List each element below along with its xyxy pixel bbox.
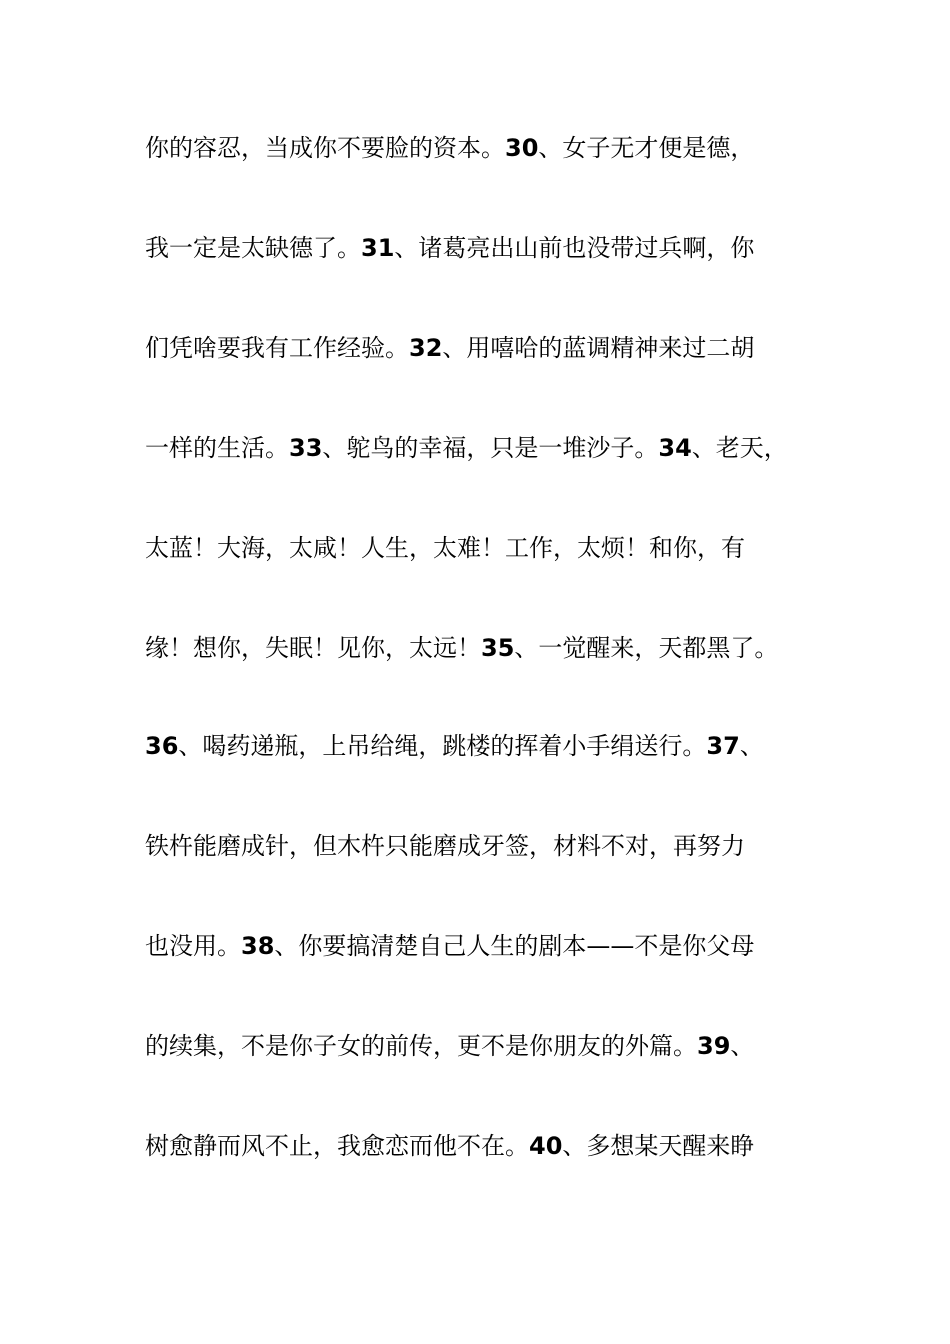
item-number: 36 bbox=[145, 732, 179, 760]
text-line bbox=[145, 930, 835, 962]
text-line bbox=[145, 132, 835, 164]
text-run: 、你要搞清楚自己人生的剧本——不是你父母 bbox=[274, 932, 755, 960]
text-run: 、女子无才便是德， bbox=[538, 134, 755, 162]
text-run: 们凭啥要我有工作经验。 bbox=[145, 334, 409, 362]
item-number: 35 bbox=[481, 634, 515, 662]
item-number: 37 bbox=[706, 732, 740, 760]
item-number: 38 bbox=[241, 932, 275, 960]
text-run: 、多想某天醒来睁 bbox=[562, 1132, 755, 1160]
text-run: 、一觉醒来，天都黑了。 bbox=[514, 634, 779, 662]
text-line bbox=[145, 532, 835, 564]
text-run: 、鸵鸟的幸福，只是一堆沙子。 bbox=[322, 434, 659, 462]
text-run: 、用嘻哈的蓝调精神来过二胡 bbox=[442, 334, 755, 362]
text-run: 、老天， bbox=[691, 434, 788, 462]
text-line bbox=[145, 1030, 835, 1062]
text-line bbox=[145, 432, 835, 464]
item-number: 31 bbox=[361, 234, 395, 262]
text-run: 树愈静而风不止，我愈恋而他不在。 bbox=[145, 1132, 529, 1160]
text-run: 一样的生活。 bbox=[145, 434, 289, 462]
item-number: 40 bbox=[529, 1132, 563, 1160]
text-run: 、诸葛亮出山前也没带过兵啊，你 bbox=[394, 234, 755, 262]
text-run: 、喝药递瓶，上吊给绳，跳楼的挥着小手绢送行。 bbox=[178, 732, 707, 760]
text-line bbox=[145, 1130, 835, 1162]
text-line bbox=[145, 232, 835, 264]
text-run: 、 bbox=[730, 1032, 755, 1060]
item-number: 30 bbox=[505, 134, 539, 162]
item-number: 39 bbox=[697, 1032, 731, 1060]
text-line bbox=[145, 332, 835, 364]
text-line bbox=[145, 730, 835, 762]
item-number: 34 bbox=[658, 434, 692, 462]
item-number: 33 bbox=[289, 434, 323, 462]
text-line bbox=[145, 632, 835, 664]
text-run: 太蓝！大海，太咸！人生，太难！工作，太烦！和你，有 bbox=[145, 534, 745, 562]
text-run: 也没用。 bbox=[145, 932, 241, 960]
text-run: 的续集，不是你子女的前传，更不是你朋友的外篇。 bbox=[145, 1032, 697, 1060]
text-run: 我一定是太缺德了。 bbox=[145, 234, 361, 262]
text-run: 缘！想你，失眠！见你，太远！ bbox=[145, 634, 481, 662]
item-number: 32 bbox=[409, 334, 443, 362]
text-line bbox=[145, 830, 835, 862]
text-run: 你的容忍，当成你不要脸的资本。 bbox=[145, 134, 505, 162]
text-run: 铁杵能磨成针，但木杵只能磨成牙签，材料不对，再努力 bbox=[145, 832, 745, 860]
text-run: 、 bbox=[739, 732, 764, 760]
